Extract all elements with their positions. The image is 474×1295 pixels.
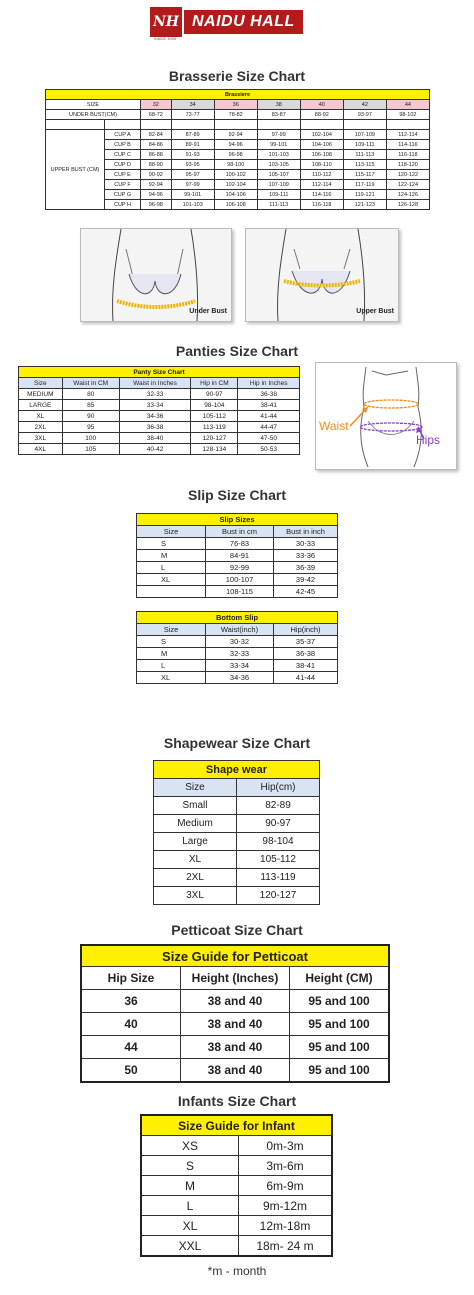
slip-cell: M (137, 550, 206, 562)
slip-cell: L (137, 562, 206, 574)
table-row (154, 815, 320, 833)
shapewear-cell: Medium (154, 815, 237, 833)
slip-cell: 76-83 (206, 538, 274, 550)
table-row (137, 636, 338, 648)
panty-cell: 36-38 (119, 422, 191, 433)
cup-cell: 98-100 (214, 160, 257, 170)
cup-cell: 111-113 (343, 150, 386, 160)
petticoat-cell: 44 (81, 1036, 181, 1059)
size-cell: 42 (343, 100, 386, 110)
table-row (141, 1136, 332, 1156)
bottom-slip-header: Size (137, 624, 206, 636)
waist-label: Waist (319, 419, 349, 433)
size-cell: 38 (257, 100, 300, 110)
table-row (137, 562, 338, 574)
panty-cell: 38-40 (119, 433, 191, 444)
petticoat-cell: 95 and 100 (290, 1036, 390, 1059)
size-cell: 44 (386, 100, 429, 110)
cup-cell: 101-103 (171, 200, 214, 210)
cup-cell: 113-115 (343, 160, 386, 170)
under-bust-cell: 78-82 (214, 110, 257, 120)
cup-cell: 104-106 (214, 190, 257, 200)
upper-bust-label: UPPER BUST (CM) (46, 130, 105, 210)
cup-cell: 111-113 (257, 200, 300, 210)
infant-cell: 0m-3m (239, 1136, 333, 1156)
infants-table (140, 1114, 333, 1257)
cup-cell: 115-117 (343, 170, 386, 180)
cup-cell: 116-118 (386, 150, 429, 160)
under-bust-cell: 73-77 (171, 110, 214, 120)
slip-header: Bust in cm (206, 526, 274, 538)
table-row (141, 1176, 332, 1196)
slip-cell: XL (137, 672, 206, 684)
cup-label: CUP A (105, 130, 141, 140)
cup-cell: 102-104 (214, 180, 257, 190)
cup-label: CUP C (105, 150, 141, 160)
slip-cell (137, 586, 206, 598)
cup-cell: 99-101 (257, 140, 300, 150)
panty-header: Waist in CM (62, 378, 119, 389)
panty-cell: 90-97 (191, 389, 238, 400)
table-row (137, 586, 338, 598)
shapewear-table-title: Shape wear (154, 761, 320, 779)
cup-cell: 100-102 (214, 170, 257, 180)
panty-cell: 100 (62, 433, 119, 444)
cup-cell: 112-114 (300, 180, 343, 190)
slip-cell: S (137, 538, 206, 550)
panty-cell: 90 (62, 411, 119, 422)
cup-cell: 106-108 (300, 150, 343, 160)
cup-label: CUP G (105, 190, 141, 200)
size-cell: 36 (214, 100, 257, 110)
shapewear-cell: Small (154, 797, 237, 815)
brand-logo (150, 8, 303, 41)
infant-cell: 12m-18m (239, 1216, 333, 1236)
panty-cell: 113-119 (191, 422, 238, 433)
cup-cell: 102-104 (300, 130, 343, 140)
cup-cell: 97-99 (171, 180, 214, 190)
slip-cell: 38-41 (274, 660, 338, 672)
panty-cell: 44-47 (238, 422, 300, 433)
panty-cell: 128-134 (191, 444, 238, 455)
slip-cell: S (137, 636, 206, 648)
petticoat-cell: 40 (81, 1013, 181, 1036)
slip-cell: 100-107 (206, 574, 274, 586)
upper-bust-illustration (245, 228, 399, 322)
slip-cell: 108-115 (206, 586, 274, 598)
panty-cell: 105 (62, 444, 119, 455)
petticoat-header: Height (CM) (290, 967, 390, 990)
shapewear-cell: 98-104 (237, 833, 320, 851)
under-bust-cell: 88-92 (300, 110, 343, 120)
shapewear-cell: 113-119 (237, 869, 320, 887)
cup-cell: 110-112 (300, 170, 343, 180)
table-row (154, 851, 320, 869)
slip-cell: 36-39 (274, 562, 338, 574)
table-row (141, 1156, 332, 1176)
panty-cell: LARGE (19, 400, 63, 411)
petticoat-title: Petticoat Size Chart (171, 922, 303, 938)
table-row (154, 833, 320, 851)
cup-cell: 103-105 (257, 160, 300, 170)
table-row (19, 400, 300, 411)
shapewear-cell: XL (154, 851, 237, 869)
petticoat-table (80, 944, 390, 1083)
petticoat-cell: 38 and 40 (181, 1036, 290, 1059)
petticoat-cell: 36 (81, 990, 181, 1013)
cup-cell: 89-91 (171, 140, 214, 150)
panty-cell: 41-44 (238, 411, 300, 422)
logo-tagline: SINCE 1939 (153, 36, 177, 41)
cup-cell: 97-99 (257, 130, 300, 140)
table-row (137, 574, 338, 586)
slip-cell: L (137, 660, 206, 672)
infant-cell: 3m-6m (239, 1156, 333, 1176)
panties-title: Panties Size Chart (175, 343, 299, 359)
cup-cell: 99-101 (171, 190, 214, 200)
infant-cell: M (141, 1176, 239, 1196)
table-row (141, 1216, 332, 1236)
cup-cell: 120-122 (386, 170, 429, 180)
infant-cell: 6m-9m (239, 1176, 333, 1196)
cup-cell: 93-95 (171, 160, 214, 170)
table-row (141, 1236, 332, 1257)
panty-cell: 4XL (19, 444, 63, 455)
infants-table-title: Size Guide for Infant (141, 1115, 332, 1136)
cup-cell: 86-88 (141, 150, 172, 160)
cup-cell: 92-94 (214, 130, 257, 140)
under-bust-caption: Under Bust (189, 308, 227, 315)
infants-footnote: *m - month (207, 1264, 267, 1278)
under-bust-label: UNDER BUST(CM) (46, 110, 141, 120)
slip-table (136, 513, 338, 684)
brasserie-table (45, 89, 430, 210)
cup-cell: 107-109 (257, 180, 300, 190)
logo-text: NAIDU HALL (184, 10, 303, 34)
shapewear-cell: 105-112 (237, 851, 320, 869)
infant-cell: 9m-12m (239, 1196, 333, 1216)
petticoat-cell: 95 and 100 (290, 1013, 390, 1036)
slip-header: Bust in inch (274, 526, 338, 538)
cup-cell: 96-98 (141, 200, 172, 210)
cup-cell: 94-96 (214, 140, 257, 150)
table-row (81, 1059, 389, 1083)
size-label: SIZE (46, 100, 141, 110)
infant-cell: XL (141, 1216, 239, 1236)
petticoat-cell: 38 and 40 (181, 1013, 290, 1036)
table-row (154, 869, 320, 887)
bottom-slip-title: Bottom Slip (137, 612, 338, 624)
table-row (137, 672, 338, 684)
waist-hip-illustration (315, 362, 457, 470)
slip-cell: 36-38 (274, 648, 338, 660)
cup-label: CUP F (105, 180, 141, 190)
panty-cell: 3XL (19, 433, 63, 444)
panty-header: Waist in Inches (119, 378, 191, 389)
cup-cell: 101-103 (257, 150, 300, 160)
petticoat-cell: 38 and 40 (181, 990, 290, 1013)
table-row (137, 550, 338, 562)
cup-cell: 92-94 (141, 180, 172, 190)
table-row (19, 411, 300, 422)
cup-cell: 105-107 (257, 170, 300, 180)
cup-label: CUP B (105, 140, 141, 150)
cup-cell: 126-128 (386, 200, 429, 210)
cup-cell: 118-120 (386, 160, 429, 170)
infant-cell: 18m- 24 m (239, 1236, 333, 1257)
panty-header: Hip in Inches (238, 378, 300, 389)
table-row (19, 389, 300, 400)
cup-cell: 90-92 (141, 170, 172, 180)
table-row (137, 660, 338, 672)
slip-cell: 33-34 (206, 660, 274, 672)
under-bust-cell: 68-72 (141, 110, 172, 120)
petticoat-header: Height (Inches) (181, 967, 290, 990)
shapewear-cell: 120-127 (237, 887, 320, 905)
petticoat-cell: 95 and 100 (290, 990, 390, 1013)
petticoat-table-title: Size Guide for Petticoat (81, 945, 389, 967)
panty-table (18, 366, 300, 455)
cup-cell: 112-114 (386, 130, 429, 140)
cup-cell: 84-86 (141, 140, 172, 150)
infant-cell: XXL (141, 1236, 239, 1257)
size-cell: 40 (300, 100, 343, 110)
cup-cell: 96-98 (214, 150, 257, 160)
petticoat-cell: 95 and 100 (290, 1059, 390, 1083)
cup-cell: 117-119 (343, 180, 386, 190)
table-row (154, 797, 320, 815)
table-row (81, 1013, 389, 1036)
cup-cell: 114-116 (300, 190, 343, 200)
cup-cell: 109-111 (257, 190, 300, 200)
panty-header: Hip in CM (191, 378, 238, 389)
cup-cell: 122-124 (386, 180, 429, 190)
panty-cell: 33-34 (119, 400, 191, 411)
slip-header: Size (137, 526, 206, 538)
shapewear-header: Hip(cm) (237, 779, 320, 797)
cup-label: CUP H (105, 200, 141, 210)
slip-cell: 34-36 (206, 672, 274, 684)
panty-cell: 34-36 (119, 411, 191, 422)
table-row (81, 990, 389, 1013)
cup-cell: 108-110 (300, 160, 343, 170)
infant-cell: S (141, 1156, 239, 1176)
table-row (137, 648, 338, 660)
brasserie-table-title: Brassiere (46, 90, 430, 100)
shapewear-cell: Large (154, 833, 237, 851)
slip-cell: 30-32 (206, 636, 274, 648)
panty-table-title: Panty Size Chart (19, 367, 300, 378)
slip-table-title: Slip Sizes (137, 514, 338, 526)
bottom-slip-header: Waist(inch) (206, 624, 274, 636)
slip-cell: 84-91 (206, 550, 274, 562)
panty-cell: 40-42 (119, 444, 191, 455)
slip-cell: 32-33 (206, 648, 274, 660)
upper-bust-caption: Upper Bust (356, 308, 394, 315)
table-row (81, 1036, 389, 1059)
panty-cell: XL (19, 411, 63, 422)
petticoat-header: Hip Size (81, 967, 181, 990)
cup-cell: 114-116 (386, 140, 429, 150)
cup-cell: 95-97 (171, 170, 214, 180)
infant-cell: L (141, 1196, 239, 1216)
table-row (19, 433, 300, 444)
size-cell: 34 (171, 100, 214, 110)
cup-cell: 91-93 (171, 150, 214, 160)
panty-cell: 95 (62, 422, 119, 433)
table-row (19, 422, 300, 433)
panty-cell: 47-50 (238, 433, 300, 444)
infants-title: Infants Size Chart (177, 1093, 297, 1109)
slip-cell: 30-33 (274, 538, 338, 550)
cup-cell: 119-121 (343, 190, 386, 200)
logo-mark: NH (150, 7, 182, 37)
slip-cell: 33-36 (274, 550, 338, 562)
shapewear-title: Shapewear Size Chart (163, 735, 311, 751)
cup-cell: 82-84 (141, 130, 172, 140)
brasserie-title: Brasserie Size Chart (168, 68, 306, 84)
panty-cell: 32-33 (119, 389, 191, 400)
panty-cell: MEDIUM (19, 389, 63, 400)
panty-cell: 36-38 (238, 389, 300, 400)
shapewear-cell: 2XL (154, 869, 237, 887)
panty-cell: 105-112 (191, 411, 238, 422)
slip-cell: 39-42 (274, 574, 338, 586)
table-row (141, 1196, 332, 1216)
slip-cell: XL (137, 574, 206, 586)
cup-cell: 124-126 (386, 190, 429, 200)
cup-cell: 106-108 (214, 200, 257, 210)
slip-cell: 35-37 (274, 636, 338, 648)
cup-label: CUP E (105, 170, 141, 180)
panty-cell: 50-53 (238, 444, 300, 455)
under-bust-cell: 93-97 (343, 110, 386, 120)
slip-cell: 92-99 (206, 562, 274, 574)
cup-cell: 88-90 (141, 160, 172, 170)
cup-cell: 87-89 (171, 130, 214, 140)
cup-cell: 107-109 (343, 130, 386, 140)
size-cell: 32 (141, 100, 172, 110)
body-drawing (316, 363, 456, 469)
table-row (137, 538, 338, 550)
cup-label: CUP D (105, 160, 141, 170)
panty-header: Size (19, 378, 63, 389)
under-bust-cell: 98-102 (386, 110, 429, 120)
table-row (154, 887, 320, 905)
cup-cell: 116-118 (300, 200, 343, 210)
slip-cell: 41-44 (274, 672, 338, 684)
shapewear-header: Size (154, 779, 237, 797)
bottom-slip-header: Hip(inch) (274, 624, 338, 636)
panty-cell: 38-41 (238, 400, 300, 411)
cup-cell: 94-96 (141, 190, 172, 200)
shapewear-cell: 90-97 (237, 815, 320, 833)
cup-cell: 109-111 (343, 140, 386, 150)
panty-cell: 80 (62, 389, 119, 400)
infant-cell: XS (141, 1136, 239, 1156)
table-row (19, 444, 300, 455)
under-bust-illustration (80, 228, 232, 322)
slip-cell: M (137, 648, 206, 660)
panty-cell: 98-104 (191, 400, 238, 411)
panty-cell: 85 (62, 400, 119, 411)
shapewear-table (153, 760, 320, 905)
under-bust-cell: 83-87 (257, 110, 300, 120)
hips-label: Hips (416, 433, 441, 447)
petticoat-cell: 50 (81, 1059, 181, 1083)
slip-title: Slip Size Chart (187, 487, 287, 503)
shapewear-cell: 3XL (154, 887, 237, 905)
cup-cell: 121-123 (343, 200, 386, 210)
cup-cell: 104-106 (300, 140, 343, 150)
petticoat-cell: 38 and 40 (181, 1059, 290, 1083)
slip-cell: 42-45 (274, 586, 338, 598)
shapewear-cell: 82-89 (237, 797, 320, 815)
panty-cell: 120-127 (191, 433, 238, 444)
panty-cell: 2XL (19, 422, 63, 433)
